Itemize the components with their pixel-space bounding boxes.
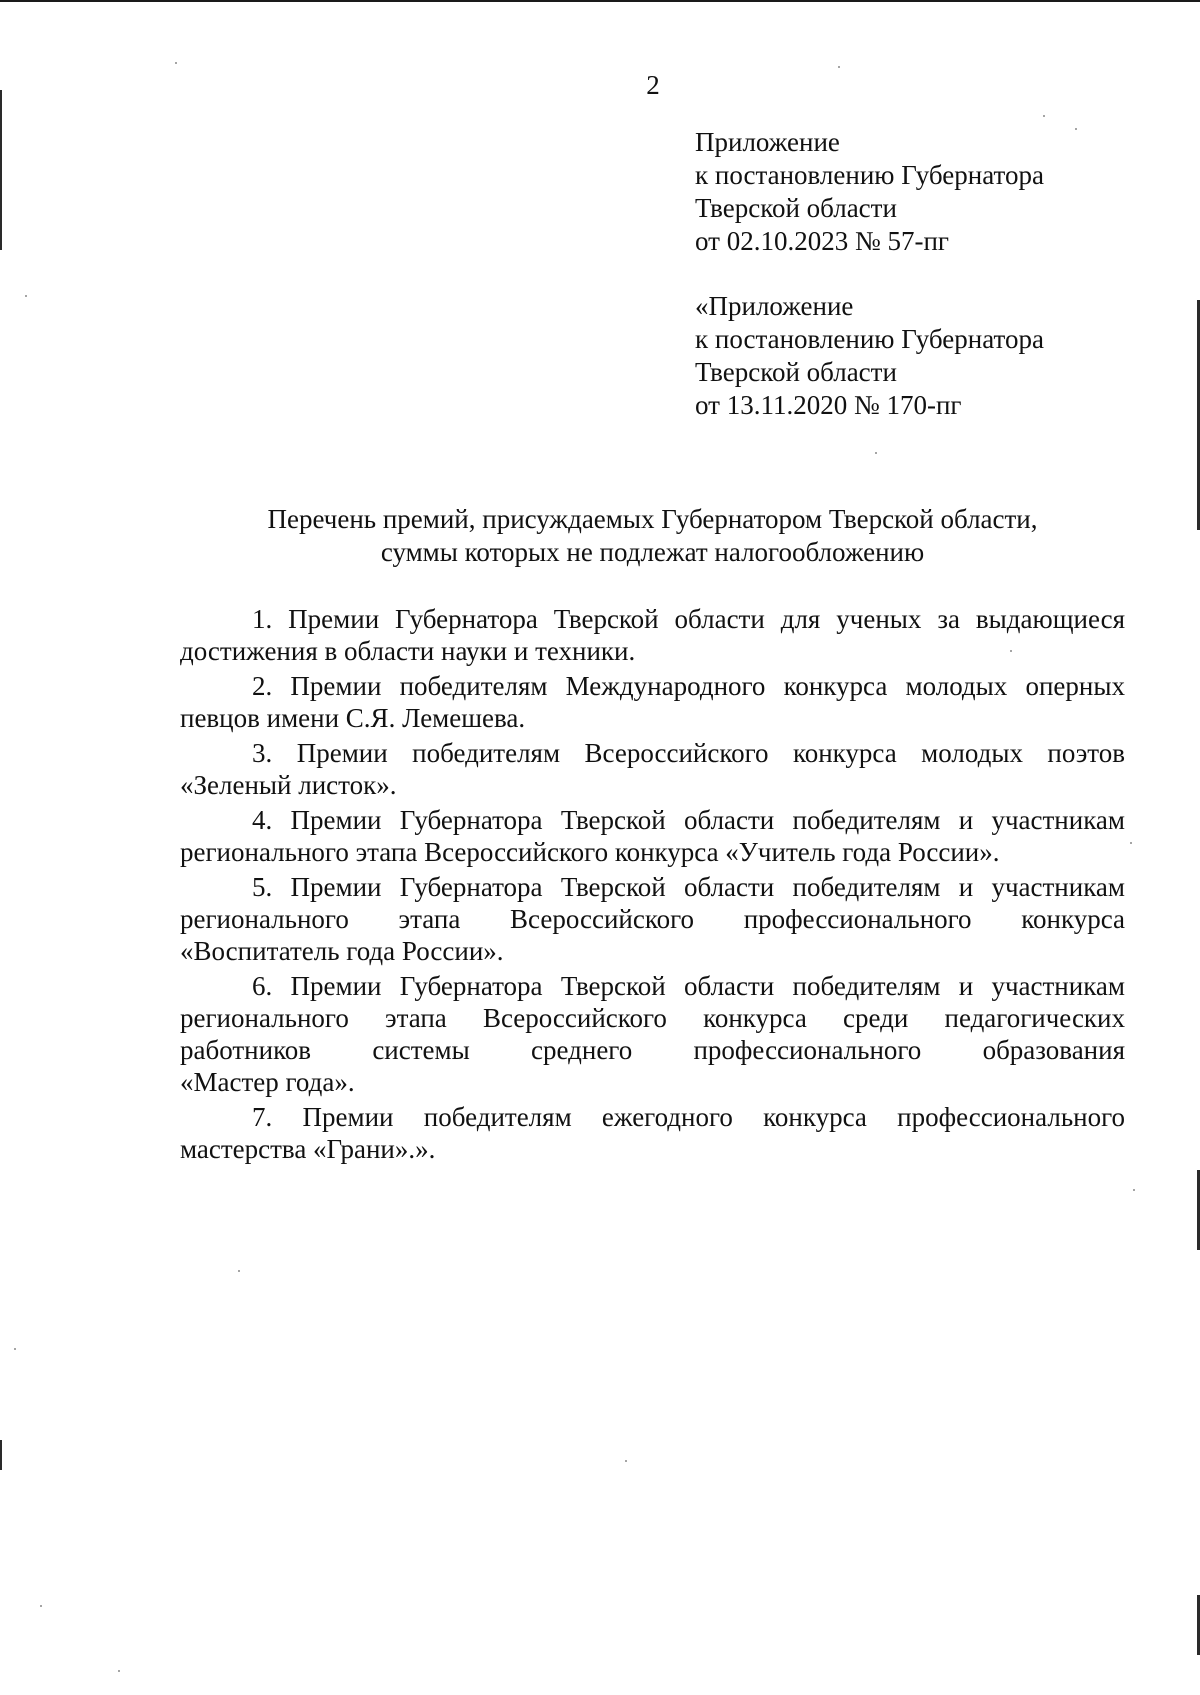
appendix-header-line: к постановлению Губернатора: [695, 160, 1044, 190]
awards-list: [180, 603, 1125, 1168]
scan-border-left: [0, 1440, 2, 1470]
scan-speck: [625, 1460, 627, 1462]
list-item: [180, 1101, 1125, 1165]
scan-speck: [1043, 115, 1045, 117]
list-item: [180, 871, 1125, 967]
list-item: [180, 737, 1125, 801]
list-item-text: регионального этапа Всероссийского профессионального конкурса: [180, 904, 1125, 934]
original-appendix-date: от 13.11.2020 № 170-пг: [695, 390, 962, 420]
page-number: 2: [646, 70, 660, 100]
scan-speck: [175, 62, 177, 64]
scan-speck: [40, 1605, 42, 1607]
original-appendix-header: [695, 290, 1044, 422]
appendix-header-title: Приложение: [695, 127, 840, 157]
list-item-text: мастерства «Грани».».: [180, 1134, 436, 1164]
original-appendix-line: к постановлению Губернатора: [695, 324, 1044, 354]
appendix-header-date: от 02.10.2023 № 57-пг: [695, 226, 949, 256]
scan-speck: [1130, 842, 1132, 844]
list-item: [180, 670, 1125, 734]
list-item: [180, 804, 1125, 868]
list-item-text: регионального этапа Всероссийского конкурса «Учитель года России».: [180, 837, 1000, 867]
scan-speck: [118, 1670, 120, 1672]
scan-speck: [875, 452, 877, 454]
list-item: [180, 970, 1125, 1098]
list-item-text: достижения в области науки и техники.: [180, 636, 636, 666]
list-item-text: 3. Премии победителям Всероссийского конкурса молодых поэтов: [252, 738, 1125, 768]
document-title-line: Перечень премий, присуждаемых Губернатором Тверской области,: [267, 504, 1038, 534]
list-item-text: певцов имени С.Я. Лемешева.: [180, 703, 526, 733]
list-item-text: работников системы среднего профессионального образования: [180, 1035, 1125, 1065]
appendix-header-line: Тверской области: [695, 193, 897, 223]
scan-border-top: [0, 0, 1200, 2]
list-item-text: 6. Премии Губернатора Тверской области победителям и участникам: [252, 971, 1125, 1001]
document-title-line: суммы которых не подлежат налогообложению: [380, 537, 925, 567]
original-appendix-line: Тверской области: [695, 357, 897, 387]
list-item: [180, 603, 1125, 667]
list-item-text: 2. Премии победителям Международного конкурса молодых оперных: [252, 671, 1125, 701]
document-title: [180, 503, 1125, 569]
appendix-header: [695, 126, 1044, 258]
list-item-text: 5. Премии Губернатора Тверской области победителям и участникам: [252, 872, 1125, 902]
list-item-text: «Мастер года».: [180, 1067, 355, 1097]
list-item-text: «Зеленый листок».: [180, 770, 397, 800]
list-item-text: регионального этапа Всероссийского конкурса среди педагогических: [180, 1003, 1125, 1033]
scan-speck: [25, 295, 27, 297]
scan-speck: [14, 1348, 16, 1350]
scan-border-left: [0, 90, 2, 250]
scan-speck: [238, 1270, 240, 1272]
list-item-text: «Воспитатель года России».: [180, 936, 504, 966]
list-item-text: 7. Премии победителям ежегодного конкурса профессионального: [252, 1102, 1125, 1132]
scan-speck: [1075, 128, 1077, 130]
list-item-text: 4. Премии Губернатора Тверской области победителям и участникам: [252, 805, 1125, 835]
scan-speck: [838, 66, 840, 68]
scan-speck: [1133, 1189, 1135, 1191]
list-item-text: 1. Премии Губернатора Тверской области для ученых за выдающиеся: [252, 604, 1125, 634]
original-appendix-title: «Приложение: [695, 291, 854, 321]
